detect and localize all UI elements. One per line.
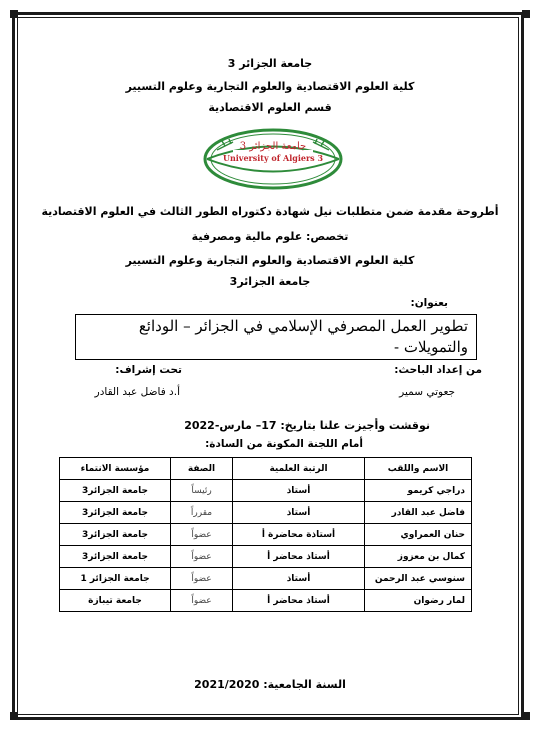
- table-header-cell: الاسم واللقب: [365, 458, 472, 480]
- member-name: كمال بن معزوز: [365, 546, 472, 568]
- member-rank: أستاذ: [233, 502, 365, 524]
- member-role: عضواً: [171, 546, 233, 568]
- header-faculty: كلية العلوم الاقتصادية والعلوم التجارية وعلوم التسيير: [125, 80, 415, 93]
- member-role: مقرراً: [171, 502, 233, 524]
- member-institution: جامعة الجزائر3: [60, 480, 171, 502]
- member-name: سنوسي عبد الرحمن: [365, 568, 472, 590]
- member-institution: جامعة تيبازة: [60, 590, 171, 612]
- header-department: قسم العلوم الاقتصادية: [208, 101, 332, 114]
- member-rank: أستاذ محاضر أ: [233, 546, 365, 568]
- table-row: [60, 502, 472, 524]
- member-institution: جامعة الجزائر3: [60, 502, 171, 524]
- member-institution: جامعة الجزائر3: [60, 524, 171, 546]
- member-rank: أستاذ: [233, 480, 365, 502]
- member-name: لمار رضوان: [365, 590, 472, 612]
- thesis-line: أطروحة مقدمة ضمن متطلبات نيل شهادة دكتوراه الطور الثالث في العلوم الاقتصادية: [41, 205, 499, 218]
- border-corner: [522, 10, 530, 18]
- table-row: [60, 568, 472, 590]
- committee-label: أمام اللجنة المكونة من السادة:: [205, 438, 363, 450]
- table-header-cell: الصفة: [171, 458, 233, 480]
- member-rank: أستاذ: [233, 568, 365, 590]
- table-header-cell: مؤسسة الانتماء: [60, 458, 171, 480]
- border-corner: [522, 712, 530, 720]
- thesis-title-line2: والتمويلات -: [393, 338, 468, 356]
- thesis-university: جامعة الجزائر3: [229, 275, 311, 288]
- thesis-title-line1: تطوير العمل المصرفي الإسلامي في الجزائر – الودائع: [138, 317, 468, 335]
- table-header-cell: الرتبة العلمية: [233, 458, 365, 480]
- researcher-name: جعوتي سمير: [399, 386, 455, 398]
- thesis-title-box: [75, 314, 477, 360]
- table-header-row: [60, 458, 472, 480]
- table-row: [60, 480, 472, 502]
- defense-date: نوقشت وأجيزت علنا بتاريخ: 17– مارس-2022: [184, 419, 430, 432]
- member-institution: جامعة الجزائر 1: [60, 568, 171, 590]
- academic-year: السنة الجامعية: 2021/2020: [194, 678, 346, 691]
- thesis-faculty: كلية العلوم الاقتصادية والعلوم التجارية وعلوم التسيير: [125, 254, 415, 267]
- supervisor-name: أ.د فاضل عبد القادر: [94, 386, 180, 398]
- member-name: فاضل عبد القادر: [365, 502, 472, 524]
- member-role: رئيساً: [171, 480, 233, 502]
- prepared-by-label: من إعداد الباحث:: [394, 364, 482, 376]
- member-rank: أستاذ محاضر أ: [233, 590, 365, 612]
- university-logo: [203, 128, 343, 190]
- logo-english-text: University of Algiers 3: [222, 153, 324, 163]
- member-institution: جامعة الجزائر3: [60, 546, 171, 568]
- member-role: عضواً: [171, 568, 233, 590]
- title-label: بعنوان:: [410, 297, 448, 309]
- member-role: عضواً: [171, 590, 233, 612]
- member-rank: أستاذة محاضرة أ: [233, 524, 365, 546]
- member-name: حنان العمراوي: [365, 524, 472, 546]
- logo-arabic-text: جامعة الجزائر 3: [239, 141, 307, 152]
- member-name: دراجي كريمو: [365, 480, 472, 502]
- border-corner: [10, 712, 18, 720]
- header-university: جامعة الجزائر 3: [227, 57, 313, 70]
- committee-table: [59, 457, 472, 612]
- thesis-specialization: تخصص: علوم مالية ومصرفية: [191, 230, 349, 243]
- supervisor-label: تحت إشراف:: [115, 364, 182, 376]
- border-corner: [10, 10, 18, 18]
- table-row: [60, 590, 472, 612]
- member-role: عضواً: [171, 524, 233, 546]
- table-row: [60, 524, 472, 546]
- table-row: [60, 546, 472, 568]
